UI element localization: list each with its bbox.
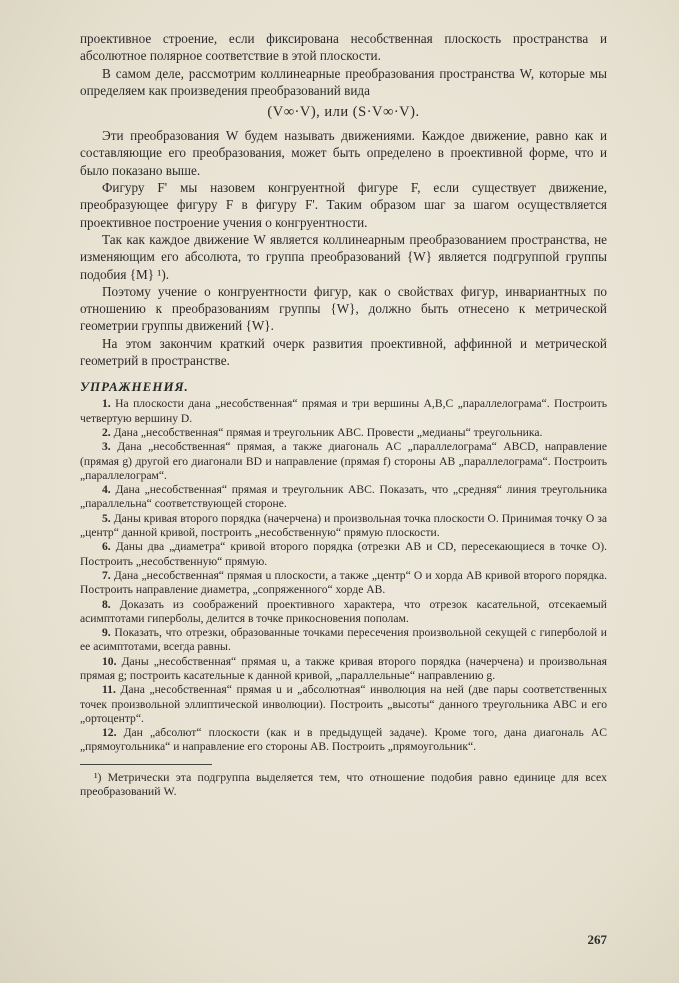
exercise-item	[80, 397, 607, 426]
exercise-item	[80, 726, 607, 755]
exercise-text: Даны два „диаметра“ кривой второго порядка (отрезки AB и CD, пересекающиеся в точке O). Построить „несобственную“ прямую.	[80, 540, 608, 568]
exercise-text: Даны „несобственная“ прямая u, а также кривая второго порядка (начерчена) и произвольная прямая g; построить касательные к данной кривой, „параллельные“ направлению g.	[80, 654, 607, 682]
exercise-number: 2.	[102, 425, 111, 439]
exercise-text: Дана „несобственная“ прямая, а также диагональ AC „параллелограма“ ABCD, направление (прямая g) другой его диагонали BD и направление (прямая f) стороны AB „параллелограма“. Построить „параллелограм“.	[80, 440, 608, 482]
exercise-item	[80, 683, 607, 726]
exercise-number: 9.	[102, 626, 111, 640]
paragraph-2: В самом деле, рассмотрим коллинеарные преобразования пространства W, которые мы определяем как произведения преобразований вида	[80, 65, 607, 98]
paragraph-6: Поэтому учение о конгруентности фигур, как о свойствах фигур, инвариантных по отношению к преобразованиям группы {W}, должно быть отнесено к метрической геометрии группы движений {W}.	[80, 283, 607, 334]
exercise-text: Даны кривая второго порядка (начерчена) и произвольная точка плоскости O. Принимая точку O за „центр“ данной кривой, построить „несобственную“ прямую плоскости.	[80, 511, 607, 540]
exercise-text: Дана „несобственная“ прямая и треугольник ABC. Провести „медианы“ треугольника.	[113, 425, 543, 439]
exercise-item	[80, 655, 607, 684]
exercise-number: 6.	[102, 540, 111, 554]
exercise-number: 4.	[102, 483, 111, 497]
exercise-number: 7.	[102, 568, 111, 582]
exercise-item	[80, 626, 607, 655]
page-number: 267	[587, 932, 607, 947]
exercise-number: 10.	[102, 654, 117, 668]
paragraph-5: Так как каждое движение W является коллинеарным преобразованием пространства, не изменяющим его абсолюта, то группа преобразований {W} является подгруппой группы подобия {M} ¹).	[80, 231, 607, 282]
exercise-number: 5.	[102, 511, 111, 525]
exercise-item	[80, 512, 607, 541]
exercise-item	[80, 426, 607, 440]
exercise-item	[80, 483, 607, 512]
exercise-number: 3.	[102, 440, 111, 454]
paragraph-4: Фигуру F' мы назовем конгруентной фигуре F, если существует движение, преобразующее фигуру F в фигуру F'. Таким образом шаг за шагом осуществляется проективное построение учения о конгруентности.	[80, 180, 607, 230]
exercise-item	[80, 569, 607, 598]
exercise-text: На плоскости дана „несобственная“ прямая и три вершины A,B,C „параллелограма“. Построить четвертую вершину D.	[80, 397, 607, 425]
exercise-text: Дана „несобственная“ прямая и треугольник ABC. Показать, что „средняя“ линия треугольника „параллельна“ соответствующей стороне.	[80, 483, 607, 511]
exercise-item	[80, 440, 607, 483]
paragraph-7: На этом закончим краткий очерк развития проективной, аффинной и метрической геометрий в пространстве.	[80, 335, 607, 369]
footnote: ¹) Метрически эта подгруппа выделяется тем, что отношение подобия равно единице для всех преобразований W.	[80, 769, 607, 799]
exercise-number: 12.	[102, 726, 117, 740]
paragraph-3: Эти преобразования W будем называть движениями. Каждое движение, равно как и составляющие его преобразования, может быть определено в проективной форме, что и было показано выше.	[80, 128, 607, 178]
exercise-text: Дана „несобственная“ прямая u плоскости, а также „центр“ O и хорда AB кривой второго порядка. Построить направление диаметра, „сопряженного“ хорде AB.	[80, 568, 608, 597]
exercise-item	[80, 540, 607, 569]
exercise-text: Доказать из соображений проективного характера, что отрезок касательной, отсекаемый асимптотами гиперболы, делится в точке прикосновения пополам.	[80, 597, 607, 625]
exercise-number: 1.	[102, 397, 111, 411]
exercise-text: Дана „несобственная“ прямая u и „абсолютная“ инволюция на ней (две пары соответственных точек произвольной эллиптической инволюции). Построить „высоты“ данного треугольника ABC и его „ортоцентр“.	[80, 683, 607, 725]
exercise-text: Показать, что отрезки, образованные точками пересечения произвольной секущей с гиперболой и ее асимптотами, всегда равны.	[80, 626, 607, 654]
exercise-number: 8.	[102, 597, 111, 611]
exercise-text: Дан „абсолют“ плоскости (как и в предыдущей задаче). Кроме того, дана диагональ AC „прямоугольника“ и направление его стороны AB. Построить „прямоугольник“.	[80, 726, 607, 754]
exercise-number: 11.	[102, 683, 116, 697]
footnote-divider	[80, 764, 212, 765]
formula: (V∞·V), или (S·V∞·V).	[267, 104, 420, 121]
exercise-item	[80, 598, 607, 627]
exercise-list	[80, 397, 607, 754]
exercises-heading: УПРАЖНЕНИЯ.	[80, 379, 189, 395]
paragraph-1: проективное строение, если фиксирована несобственная плоскость пространства и абсолютное полярное соответствие в этой плоскости.	[80, 31, 607, 64]
